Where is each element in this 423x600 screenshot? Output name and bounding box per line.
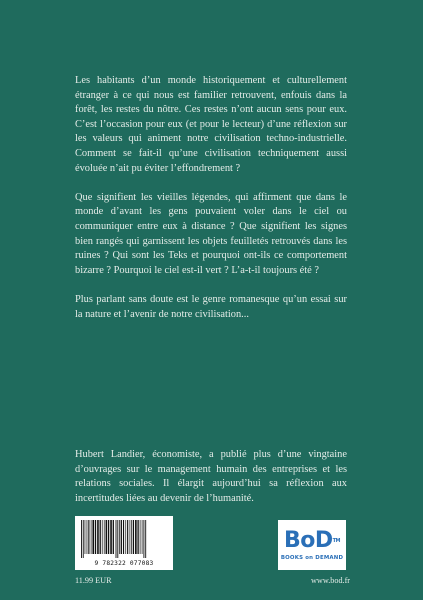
barcode-bar: [87, 520, 88, 554]
barcode-bar: [85, 520, 86, 554]
barcode-icon: [79, 520, 169, 558]
barcode-bar: [83, 520, 84, 558]
barcode-bar: [142, 520, 143, 554]
barcode-bar: [88, 520, 89, 554]
publisher-website: www.bod.fr: [311, 576, 351, 585]
barcode-bar: [137, 520, 138, 554]
barcode-bar: [100, 520, 101, 554]
barcode-bar: [121, 520, 122, 554]
barcode-bar: [116, 520, 117, 558]
barcode-bar: [140, 520, 141, 554]
barcode-bar: [131, 520, 132, 554]
barcode-bar: [123, 520, 124, 554]
blurb-paragraph-2: Que signifient les vieilles légendes, qui affirment que dans le monde d’avant les gens pouvaient voler dans le ciel ou communiquer entre eux à distance ? Que signifient les signes bien rangés qui garnissent les objets feuilletés retrouvés dans les ruines ? Qui sont les Teks et pourquoi ont-ils ce comportement bizarre ? Pourquoi le ciel est-il vert ? L’a-t-il toujours été ?: [75, 191, 347, 276]
blurb-paragraph-1: Les habitants d’un monde historiquement et culturellement étranger à ce qui nous est familier retrouvent, enfouis dans la forêt, les restes du nôtre. Ces restes n’ont aucun sens pour eux. C’est l’occasion pour eux (et pour le lecteur) d’une réflexion sur les valeurs qui animent notre civilisation techno-industrielle. Comment se fait-il qu’une civilisation techniquement aussi évoluée n’ait pu éviter l’effondrement ?: [75, 75, 347, 174]
barcode-bar: [135, 520, 137, 554]
barcode-bar: [143, 520, 144, 558]
barcode-bar: [81, 520, 82, 558]
barcode-bar: [127, 520, 128, 554]
barcode-bar: [125, 520, 126, 554]
publisher-logo: [278, 520, 346, 570]
barcode-number: 9 782322 077083: [94, 560, 154, 567]
isbn-barcode: [75, 516, 173, 570]
barcode-bar: [130, 520, 131, 554]
barcode-bar: [106, 520, 108, 554]
publisher-logo-mark: BoD™: [283, 527, 341, 553]
barcode-bar: [108, 520, 109, 554]
barcode-bar: [117, 520, 118, 558]
barcode-bar: [119, 520, 120, 554]
price: 11.99 EUR: [75, 576, 112, 585]
barcode-bar: [104, 520, 105, 554]
barcode-bar: [91, 520, 92, 554]
barcode-bar: [133, 520, 134, 554]
barcode-bar: [113, 520, 114, 554]
barcode-bar: [102, 520, 103, 554]
author-bio: Hubert Landier, économiste, a publié plus d’une vingtaine d’ouvrages sur le management humain des entreprises et les relations sociales. Il élargit aujourd’hui sa réflexion aux incertitudes liées au devenir de l’humanité.: [75, 449, 347, 504]
publisher-logo-subtitle: BOOKS on DEMAND: [280, 554, 344, 561]
barcode-bar: [97, 520, 99, 554]
blurb-text: [75, 74, 347, 337]
barcode-bar: [110, 520, 112, 554]
barcode-bar: [145, 520, 146, 558]
barcode-bar: [92, 520, 94, 554]
barcode-bar: [95, 520, 96, 554]
blurb-paragraph-3: Plus parlant sans doute est le genre romanesque qu’un essai sur la nature et l’avenir de notre civilisation...: [75, 293, 347, 320]
